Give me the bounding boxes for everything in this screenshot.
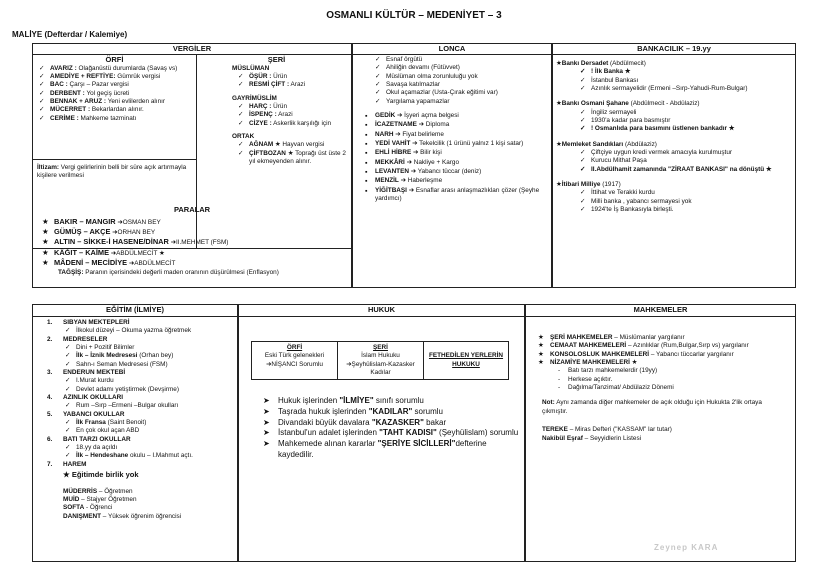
hukuk-item-c: (Şeyhülislam) sorumlu (436, 428, 519, 438)
hukuk-item-b: "İLMİYE" (339, 396, 374, 405)
para-note: ➜II.MEHMET (FSM) (168, 239, 229, 247)
egitim-sub-item (65, 402, 233, 410)
lonca-panel (352, 43, 552, 288)
lonca-check-item: ✓ Ahiliğin devamı (Fütüvvet) (375, 64, 547, 72)
lonca-bullet-text: ➔ Tekelcilik (1 ürünü yalnız 1 kişi satar) (410, 139, 524, 147)
mahkeme-bold: KONSOLOSLUK MAHKEMELERİ (550, 350, 650, 358)
tagsis-note (32, 269, 352, 277)
bank-item: ✓ Kurucu Mithat Paşa (580, 157, 792, 165)
hukuk-panel (238, 304, 525, 562)
bank-item: ✓ 1930'a kadar para basmıştır (580, 117, 792, 125)
mahkeme-item (536, 342, 791, 350)
role-text: - Öğrenci (84, 504, 113, 512)
tereke-line (526, 416, 795, 434)
para-main: BAKIR – MANGIR (54, 216, 116, 226)
egitim-sub-item (65, 377, 233, 385)
mahkeme-item (536, 351, 791, 359)
seri-item-text: Ürün (271, 73, 288, 81)
egitim-sub-text: İlkokul düzeyi – Okuma yazma öğretmek (76, 327, 192, 335)
bank-item b: ✓ II.Abdülhamit zamanında "ZİRAAT BANKASI" na dönüştü ★ (580, 166, 792, 174)
tagsis-text: Paranın içerisindeki değerli maden oranının düşürülmesi (Enflasyon) (83, 269, 279, 277)
bank-group-list (556, 109, 792, 134)
star-icon: ★ (556, 60, 562, 67)
para-main: MÂDENİ – MECİDİYE (54, 258, 128, 268)
orfi-item-text: Yeni evlilerden alınır (106, 98, 166, 106)
egitim-sub-text: (Orhan bey) (137, 352, 174, 360)
lonca-bullet-bold: İCAZETNAME (375, 121, 417, 129)
egitim-number: 5. (47, 410, 53, 418)
lonca-bullet-bold: EHLİ HİBRE (375, 149, 412, 157)
egitim-sub-bold: İlk – İznik Medresesi (76, 352, 138, 360)
egitim-list (33, 317, 237, 469)
mahkemeler-header: MAHKEMELER (526, 305, 795, 317)
bank-group (556, 181, 792, 214)
seri-item-bold: İSPENÇ : (249, 111, 277, 119)
egitim-sub-bold: İlk Fransa (76, 418, 106, 426)
bank-group (556, 100, 792, 133)
egitim-number: 7. (47, 460, 53, 468)
page-subtitle: MALİYE (Defterdar / Kalemiye) (12, 30, 128, 39)
bank-item: ✓ Milli banka , yabancı sermayesi yok (580, 198, 792, 206)
bankacilik-panel (552, 43, 796, 288)
lonca-bullet-text: ➔ Nakliye + Kargo (404, 158, 460, 166)
seri-group (202, 133, 351, 166)
seri-item-text: Arazi (276, 111, 293, 119)
egitim-sub-text: (Saint Benoit) (105, 418, 147, 426)
hukuk-orfi-line1: Eski Türk gelenekleri (264, 352, 325, 360)
mahkeme-text: – Yabancı tüccarlar yargılanır (649, 350, 734, 358)
egitim-item (47, 394, 233, 411)
mahkeme-text: – Müslümanlar yargılanır (612, 334, 685, 341)
orfi-item-bold: MÜCERRET : (50, 106, 91, 114)
egitim-title: SIBYAN MEKTEPLERİ (63, 319, 130, 326)
lonca-header: LONCA (353, 44, 551, 55)
hukuk-item-b: "TAHT KADISI" (379, 428, 437, 438)
egitim-sub-bold: İlk – Hendeshane (76, 452, 129, 460)
bank-group (556, 60, 792, 93)
nakibul-label: Nakibül Eşraf (542, 435, 583, 443)
page-title: OSMANLI KÜLTÜR – MEDENİYET – 3 (326, 10, 502, 21)
role-text: – Stajyer Öğretmen (79, 495, 137, 503)
star-icon: ★ (63, 469, 72, 479)
lonca-bullet-item (365, 121, 547, 129)
egitim-sub-list (63, 444, 233, 461)
egitim-item (47, 319, 233, 336)
paralar-header: PARALAR (173, 205, 211, 214)
seri-item-bold: RESMİ ÇİFT : (249, 81, 290, 89)
egitim-sub-item (65, 352, 233, 360)
lonca-checks (353, 55, 551, 106)
orfi-item-bold: AVARIZ : (50, 64, 77, 72)
egitim-sub-list (63, 377, 233, 394)
seri-item-bold: ÖŞÜR : (249, 73, 272, 81)
orfi-item-bold: DERBENT : (50, 89, 85, 97)
lonca-bullet-text: ➔ Yabancı tüccar (deniz) (408, 167, 482, 175)
lonca-bullet-item (365, 131, 547, 139)
egitim-title: ENDERUN MEKTEBİ (63, 368, 126, 376)
egitim-number: 6. (47, 435, 53, 443)
egitim-roles (33, 488, 237, 521)
para-note: ➜OSMAN BEY (115, 218, 161, 226)
seri-group-title: MÜSLÜMAN (232, 64, 270, 72)
para-main: GÜMÜŞ – AKÇE (54, 227, 111, 237)
seri-item (238, 120, 351, 128)
bank-item: ✓ Azınlık sermayelidir (Ermeni –Sırp-Yahudi-Rum-Bulgar) (580, 85, 792, 93)
bankacilik-header: BANKACILIK – 19.yy (553, 44, 795, 55)
egitim-sub-text: Devlet adamı yetiştirmek (Devşirme) (76, 385, 179, 393)
egitim-title: HAREM (63, 460, 87, 468)
hukuk-item-c: sınıfı sorumlu (373, 396, 424, 405)
lonca-bullet-item (365, 168, 547, 176)
egitim-title: YABANCI OKULLAR (63, 410, 125, 418)
para-note: ➜ABDÜLMECİT (127, 260, 176, 268)
lonca-bullet-item (365, 187, 547, 204)
orfi-item-text: Gümrük vergisi (115, 73, 161, 81)
lonca-bullet-bold: YİĞİTBAŞI (375, 186, 407, 194)
lonca-bullet-bold: GEDİK (375, 111, 396, 119)
bank-groups (553, 55, 795, 216)
para-item (40, 248, 352, 258)
egitim-sub-list (63, 344, 233, 369)
egitim-sub-list (63, 402, 233, 410)
seri-item (238, 150, 351, 167)
lonca-bullets (353, 106, 551, 203)
seri-group-list (202, 103, 351, 128)
egitim-item (47, 336, 233, 369)
lonca-bullet-text: ➔ Esnaflar arası anlaşmazlıkları çözer (Şeyhe yardımcı) (375, 186, 540, 202)
egitim-item (47, 411, 233, 436)
bank-title-note: (Abdülmecit) (608, 60, 646, 67)
tagsis-label: TAĞŞİŞ: (58, 269, 84, 277)
orfi-item-bold: CERİME : (50, 114, 79, 122)
hukuk-seri-line1: İslam Hukuku (361, 352, 400, 360)
tereke-text: – Miras Defteri ("KASSAM" lar tutar) (567, 425, 672, 433)
bank-title: Memleket Sandıkları (561, 140, 624, 148)
hukuk-item (263, 396, 521, 407)
lonca-bullet-text: ➔ Bilir kişi (411, 149, 442, 157)
role-bold: DANIŞMENT (63, 512, 101, 520)
bank-group-list (556, 189, 792, 214)
lonca-check-item: ✓ Müslüman olma zorunluluğu yok (375, 73, 547, 81)
role-item (63, 513, 237, 521)
egitim-sub-item (65, 386, 233, 394)
egitim-title: MEDRESELER (63, 335, 108, 343)
egitim-sub-item (65, 427, 233, 435)
seri-item-text: Askerlik karşılığı için (271, 119, 332, 127)
egitim-sub-text: Sahn-ı Seman Medresesi (FSM) (76, 360, 168, 368)
mahkeme-text: ★ (629, 358, 638, 366)
birlik-title: Eğitimde birlik yok (71, 469, 139, 479)
para-item (40, 237, 352, 247)
egitim-sub-text: 18.yy da açıldı (76, 443, 118, 451)
hukuk-item-c: sorumlu (412, 406, 443, 416)
birlik-heading (33, 470, 237, 480)
orfi-item (39, 90, 192, 98)
star-icon: ★ (556, 180, 562, 188)
lonca-check-item: ✓ Esnaf örgütü (375, 56, 547, 64)
lonca-check-item: ✓ Yargılama yapamazlar (375, 98, 547, 106)
orfi-item (39, 73, 192, 81)
bank-item: ✓ Çiftçiye uygun kredi vermek amacıyla kurulmuştur (580, 149, 792, 157)
bank-title: Bankı Osmani Şahane (561, 100, 629, 108)
hukuk-item (263, 407, 521, 418)
lonca-bullet-bold: LEVANTEN (375, 167, 409, 175)
hukuk-item-a: Taşrada hukuk işlerinden (278, 406, 369, 416)
egitim-number: 1. (47, 319, 53, 326)
note-text: Aynı zamanda diğer mahkemeler de açık olduğu için Hukukta 2'lik ortaya çıkmıştır. (542, 399, 762, 415)
hukuk-item-c: bakar (423, 417, 447, 427)
seri-item-bold: HARÇ : (249, 103, 272, 111)
seri-item (238, 111, 351, 119)
egitim-number: 2. (47, 335, 53, 343)
hukuk-item (263, 428, 521, 439)
lonca-check-item: ✓ Savaşa katılmazlar (375, 81, 547, 89)
mahkeme-bold: NİZAMİYE MAHKEMELERİ (550, 358, 630, 366)
bank-title: Bankı Dersadet (561, 60, 609, 67)
mahkemeler-panel (525, 304, 796, 562)
lonca-bullet-bold: NARH (375, 130, 394, 138)
bank-group-title (556, 100, 792, 108)
hukuk-seri-line2: ➔Şeyhülislam-Kazasker Kadılar (346, 360, 415, 376)
egitim-sub-text: Rum –Sırp –Ermeni –Bulgar okulları (76, 402, 179, 410)
egitim-sub-text: Dini + Pozitif Bilimler (76, 343, 135, 351)
bank-group-title (556, 141, 792, 149)
nakibul-line (526, 434, 795, 443)
egitim-sub-item (65, 452, 233, 460)
lonca-bullet-text: ➔ İşyeri açma belgesi (395, 111, 459, 119)
bank-item: ✓ İngiliz sermayeli (580, 109, 792, 117)
hukuk-item (263, 418, 521, 429)
lonca-bullet-item (365, 177, 547, 185)
egitim-header: EĞİTİM (İLMİYE) (33, 305, 237, 317)
egitim-title: AZINLIK OKULLARI (63, 393, 123, 401)
paralar-section (32, 205, 352, 278)
bank-group (556, 141, 792, 174)
para-item (40, 227, 352, 237)
seri-item-bold: ÇİFTBOZAN (249, 149, 286, 157)
egitim-item (47, 461, 233, 469)
seri-item-text: ★ Hayvan vergisi (273, 141, 325, 149)
seri-item (238, 141, 351, 149)
egitim-sub-text: En çok okul açan ABD (76, 427, 140, 435)
lonca-bullet-text: ➔ Fiyat belirleme (393, 130, 444, 138)
orfi-item-text: Yol geçiş ücreti (84, 89, 130, 97)
orfi-item-bold: AMEDİYE + REFTİYE: (50, 73, 116, 81)
hukuk-item (263, 439, 521, 461)
bank-item: ✓ İstanbul Bankası (580, 77, 792, 85)
orfi-item-text: Mahkeme tazminatı (78, 114, 137, 122)
bank-title: İtibari Milliye (561, 180, 601, 188)
role-text: – Öğretmen (97, 487, 133, 495)
vergiler-header: VERGİLER (33, 44, 351, 55)
nizamiye-details (526, 367, 795, 392)
egitim-panel (32, 304, 238, 562)
para-note: ➜ABDÜLMECİT ★ (109, 249, 165, 257)
star-icon: ★ (556, 140, 562, 148)
lonca-bullet-bold: YEDİ VAHİT (375, 139, 411, 147)
seri-column (198, 55, 351, 166)
note-label: Not: (542, 399, 555, 407)
bank-item: ✓ 1924'te İş Bankasıyla birleşti. (580, 206, 792, 214)
seri-group-title: ORTAK (232, 133, 255, 141)
hukuk-table (251, 341, 509, 380)
mahkemeler-list (526, 317, 795, 367)
para-note: ➜ORHAN BEY (110, 229, 156, 237)
bank-title-note: (Abdülmecit - Abdülaziz) (628, 100, 700, 108)
egitim-sub-item (65, 419, 233, 427)
lonca-bullet-item (365, 159, 547, 167)
hukuk-item-a: İstanbul'un adalet işlerinden (278, 428, 380, 438)
orfi-item (39, 106, 192, 114)
hukuk-item-a: Hukuk işlerinden (278, 396, 340, 405)
seri-item (238, 81, 351, 89)
orfi-header: ÖRFİ (105, 55, 124, 64)
lonca-bullet-bold: MENZİL (375, 177, 399, 185)
seri-item-text: Arazi (289, 81, 306, 89)
orfi-list (33, 65, 196, 123)
hukuk-seri-title: ŞERİ (373, 344, 388, 351)
bank-group-list (556, 68, 792, 93)
bank-group-list (556, 149, 792, 174)
watermark: Zeynep KARA (654, 543, 719, 552)
seri-group (202, 65, 351, 90)
hukuk-item-b: "ŞERİYE SİCİLLERİ" (377, 439, 456, 449)
hukuk-item-a: Mahkemede alınan kararlar (278, 439, 378, 449)
hukuk-fethedilen: FETHEDİLEN YERLERİN HUKUKU (428, 352, 504, 368)
iltizam-note (33, 159, 196, 185)
seri-header: ŞERİ (267, 55, 286, 64)
orfi-item (39, 115, 192, 123)
egitim-item (47, 436, 233, 461)
hukuk-header: HUKUK (239, 305, 524, 317)
hukuk-fethedilen-cell (424, 342, 509, 380)
hukuk-orfi-title: ÖRFİ (286, 344, 303, 351)
mahkeme-bold: ŞERİ MAHKEMELER (550, 334, 613, 341)
role-item (63, 504, 237, 512)
orfi-item-text: Çarşı – Pazar vergisi (67, 81, 129, 89)
para-main: ALTIN – SİKKE-İ HASENE/DİNAR (54, 237, 169, 247)
egitim-sub-text: okulu – I.Mahmut açtı. (128, 452, 193, 460)
hukuk-item-b: "KAZASKER" (371, 417, 424, 427)
egitim-sub-item (65, 327, 233, 335)
seri-group-title: GAYRİMÜSLİM (232, 94, 277, 102)
egitim-sub-text: I.Murat kurdu (76, 377, 114, 385)
mahkemeler-note (526, 392, 795, 416)
seri-group-list (202, 141, 351, 166)
star-icon: ★ (556, 100, 562, 108)
egitim-number: 4. (47, 393, 53, 401)
iltizam-text: Vergi gelirlerinin belli bir süre açık artırmayla kişilere verilmesi (37, 164, 187, 180)
seri-item-bold: CİZYE : (249, 119, 272, 127)
seri-item-text: Ürün (271, 103, 288, 111)
hukuk-items (263, 396, 521, 461)
lonca-bullet-bold: MEKKÂRİ (375, 158, 405, 166)
hukuk-item-b: "KADILAR" (368, 406, 413, 416)
orfi-item-text: Bekarlardan alınır. (90, 106, 144, 114)
paralar-list (32, 217, 352, 269)
egitim-sub-list (63, 419, 233, 436)
seri-item-text: ★ Toprağı üst üste 2 yıl ekmeyenden alınır. (249, 149, 346, 166)
role-text: – Yüksek öğrenim öğrencisi (101, 512, 182, 520)
para-main: KÂĞIT – KAİME (54, 247, 110, 257)
para-item (40, 217, 352, 227)
egitim-sub-item (65, 361, 233, 369)
bank-item b: ✓ ! İlk Banka ★ (580, 68, 792, 76)
orfi-item (39, 65, 192, 73)
hukuk-orfi-line2: ➔NİŞANCI Sorumlu (266, 360, 323, 368)
lonca-bullet-text: ➔ Diploma (416, 121, 450, 129)
lonca-bullet-item (365, 112, 547, 120)
mahkeme-text: – Azınlıklar (Rum,Bulgar,Sırp vs) yargılanır (626, 342, 749, 350)
seri-item-bold: AĞNAM (249, 141, 274, 149)
nakibul-text: – Seyyidlerin Listesi (582, 435, 642, 443)
hukuk-orfi-cell (252, 342, 338, 380)
role-item (63, 488, 237, 496)
egitim-number: 3. (47, 368, 53, 376)
tereke-label: TEREKE (542, 425, 568, 433)
egitim-title: BATI TARZI OKULLAR (63, 435, 131, 443)
mahkeme-bold: CEMAAT MAHKEMELERİ (550, 342, 627, 350)
nizamiye-detail: - Herkese açıktır. (554, 376, 791, 384)
lonca-bullet-item (365, 140, 547, 148)
orfi-item (39, 81, 192, 89)
lonca-bullet-item (365, 149, 547, 157)
role-bold: MUİD (63, 495, 80, 503)
egitim-sub-item (65, 444, 233, 452)
bank-item: ✓ İttihat ve Terakki kurdu (580, 189, 792, 197)
bank-item b: ✓ ! Osmanlıda para basımını üstlenen bankadır ★ (580, 125, 792, 133)
iltizam-label: İltizam: (37, 164, 60, 171)
egitim-item (47, 369, 233, 394)
mahkeme-item (536, 359, 791, 367)
nizamiye-detail: - Batı tarzı mahkemelerdir (19yy) (554, 367, 791, 375)
para-item (40, 258, 352, 268)
orfi-item-text: Olağanüstü durumlarda (Savaş vs) (76, 64, 178, 72)
seri-group-list (202, 73, 351, 90)
orfi-item-bold: BAC : (50, 81, 68, 89)
role-bold: MÜDERRİS (63, 487, 98, 495)
egitim-sub-list (63, 327, 233, 335)
orfi-item-bold: BENNAK + ARUZ : (50, 98, 107, 106)
hukuk-item-a: Divandaki büyük davalara (278, 417, 372, 427)
hukuk-seri-cell (338, 342, 424, 380)
lonca-bullet-text: ➔ Haberleşme (398, 177, 443, 185)
nizamiye-detail: - Dağılma/Tanzimat/ Abdülaziz Dönemi (554, 384, 791, 392)
hukuk-item-c: defterine kaydedilir. (278, 439, 487, 459)
bank-title-note: (1917) (600, 180, 621, 188)
role-bold: SOFTA (63, 504, 85, 512)
seri-group (202, 95, 351, 128)
bank-title-note: (Abdülaziz) (623, 140, 657, 148)
lonca-check-item: ✓ Okul açamazlar (Usta-Çırak eğitimi var) (375, 89, 547, 97)
